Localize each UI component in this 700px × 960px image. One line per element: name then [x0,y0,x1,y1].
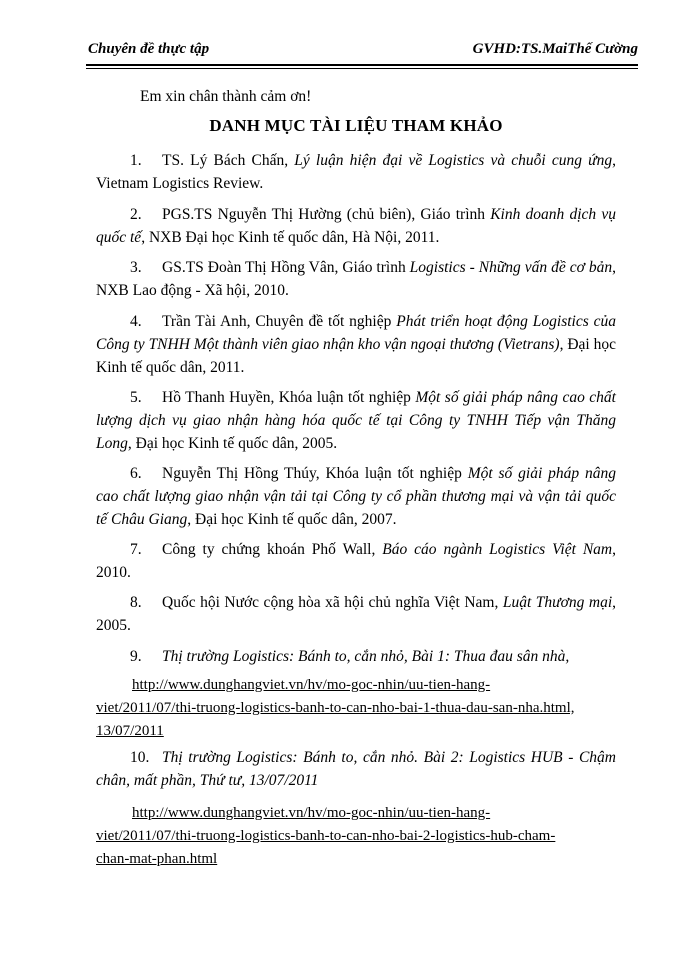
thanks-line: Em xin chân thành cảm ơn! [140,88,312,105]
reference-number: 8. [130,594,142,611]
references-title: DANH MỤC TÀI LIỆU THAM KHẢO [209,116,503,135]
reference-9-url-line-3[interactable]: 13/07/2011 [96,723,164,739]
reference-item-4 [96,310,616,379]
reference-author: GS.TS Đoàn Thị Hồng Vân, Giáo trình [162,259,410,276]
header-right-text: GVHD:TS.MaiThế Cường [472,41,638,57]
reference-author: Công ty chứng khoán Phố Wall, [162,541,383,558]
reference-publisher: , 2005. [96,594,616,634]
reference-number: 3. [130,259,142,276]
reference-number: 1. [130,152,142,169]
reference-number: 7. [130,541,142,558]
header-rule-thick [86,64,638,66]
reference-number: 9. [130,648,142,665]
reference-work: Một số giải pháp nâng cao chất lượng dịch vụ giao nhận hàng hóa quốc tế tại Công ty TNHH Tiếp vận Thăng Long [96,389,616,452]
reference-10-url-line-2[interactable]: viet/2011/07/thi-truong-logistics-banh-to-can-nho-bai-2-logistics-hub-cham- [96,828,556,844]
reference-author: PGS.TS Nguyễn Thị Hường (chủ biên), Giáo trình [162,206,491,223]
reference-item-1 [96,149,616,195]
reference-publisher: , Đại học Kinh tế quốc dân, 2005. [127,435,338,452]
reference-author: Trần Tài Anh, Chuyên đề tốt nghiệp [162,313,397,330]
reference-number: 10. [130,749,150,766]
reference-work: Một số giải pháp nâng cao chất lượng giao nhận vận tải tại Công ty cổ phần thương mại và vận tải quốc tế Châu Giang [96,465,616,528]
page-header [86,38,638,62]
reference-publisher: , NXB Đại học Kinh tế quốc dân, Hà Nội, 2011. [141,229,440,246]
reference-publisher: , Đại học Kinh tế quốc dân, 2011. [96,336,617,376]
reference-publisher: , NXB Lao động - Xã hội, 2010. [96,259,616,299]
reference-item-8 [96,591,616,637]
reference-publisher: , Đại học Kinh tế quốc dân, 2007. [187,511,397,528]
reference-author: Quốc hội Nước cộng hòa xã hội chủ nghĩa Việt Nam, [162,594,503,611]
header-left-text: Chuyên đề thực tập [88,41,210,57]
reference-work: Luật Thương mại [502,594,613,611]
reference-item-10 [96,746,616,792]
reference-item-9 [96,645,616,668]
reference-number: 5. [130,389,142,406]
reference-item-5 [96,386,616,455]
reference-author: Hồ Thanh Huyền, Khóa luận tốt nghiệp [162,389,416,406]
reference-number: 2. [130,206,142,223]
reference-item-6 [96,462,616,531]
reference-10-url-line-3[interactable]: chan-mat-phan.html [96,851,218,867]
reference-number: 6. [130,465,142,482]
reference-work: Lý luận hiện đại về Logistics và chuỗi cung ứng [294,152,613,169]
reference-publisher: , Vietnam Logistics Review. [96,152,616,192]
reference-item-2 [96,203,616,249]
reference-10-url-line-1[interactable]: http://www.dunghangviet.vn/hv/mo-goc-nhin/uu-tien-hang- [132,805,491,821]
reference-author: Nguyễn Thị Hồng Thúy, Khóa luận tốt nghiệp [162,465,468,482]
reference-work: Phát triển hoạt động Logistics của Công ty TNHH Một thành viên giao nhận kho vận ngoại thương (Vietrans) [96,313,617,353]
reference-publisher: , 2010. [96,541,616,581]
reference-work: Báo cáo ngành Logistics Việt Nam [382,541,613,558]
reference-item-7 [96,538,616,584]
reference-9-url-line-2[interactable]: viet/2011/07/thi-truong-logistics-banh-to-can-nho-bai-1-thua-dau-san-nha.html, [96,700,575,716]
header-rule-thin [86,68,638,69]
reference-author: TS. Lý Bách Chấn, [162,152,295,169]
reference-work: Thị trường Logistics: Bánh to, cắn nhỏ, Bài 1: Thua đau sân nhà, [162,648,570,665]
reference-work: Kinh doanh dịch vụ quốc tế [96,206,616,246]
reference-item-3 [96,256,616,302]
reference-number: 4. [130,313,142,330]
reference-work: Logistics - Những vấn đề cơ bản [409,259,613,276]
reference-9-url-line-1[interactable]: http://www.dunghangviet.vn/hv/mo-goc-nhin/uu-tien-hang- [132,677,491,693]
reference-work: Thị trường Logistics: Bánh to, cắn nhỏ. Bài 2: Logistics HUB - Chậm chân, mất phần, Thứ tư, 13/07/2011 [96,749,616,789]
